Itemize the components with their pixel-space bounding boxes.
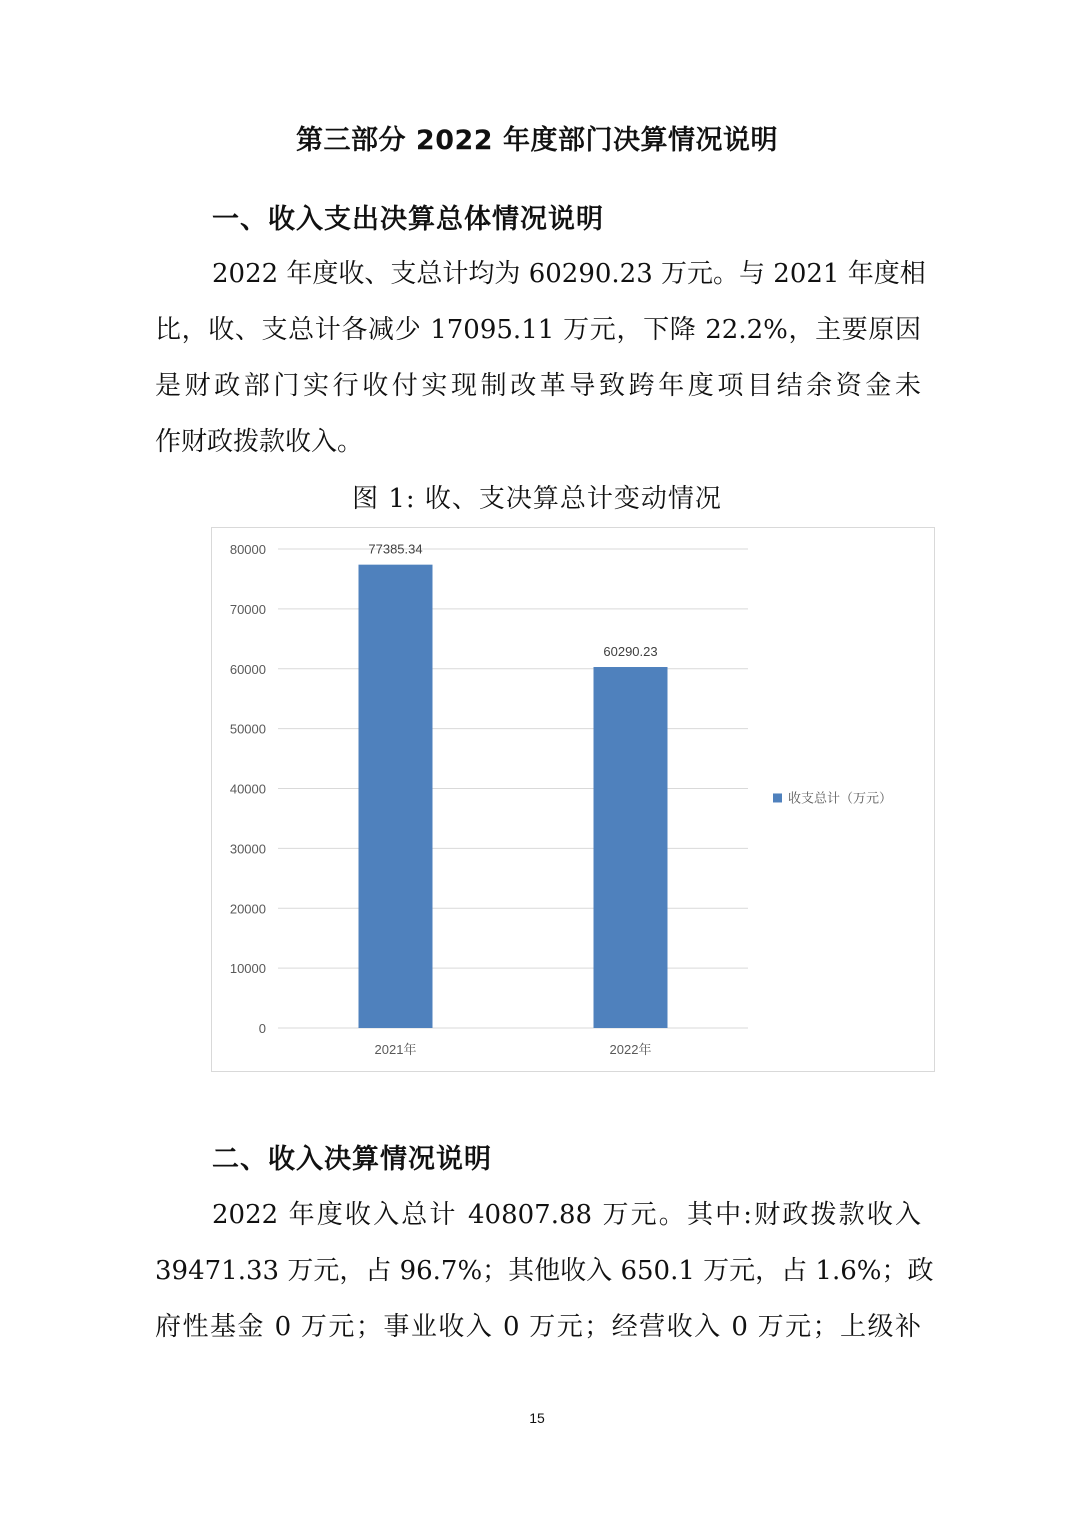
section1-heading: 一、收入支出决算总体情况说明 [212,204,604,235]
bar-chart-svg [212,528,934,1071]
y-tick-label: 0 [258,1021,266,1036]
paragraph-line: 2022 年度收入总计 40807.88 万元。其中:财政拨款收入 [212,1200,921,1230]
page-title: 第三部分 2022 年度部门决算情况说明 [296,125,778,156]
paragraph-line: 是财政部门实行收付实现制改革导致跨年度项目结余资金未 [155,371,921,401]
y-tick-label: 10000 [229,961,266,977]
paragraph-line: 39471.33 万元，占 96.7%；其他收入 650.1 万元，占 1.6%；政 [155,1256,934,1286]
y-tick-label: 40000 [229,781,266,797]
paragraph-line: 2022 年度收、支总计均为 60290.23 万元。与 2021 年度相 [212,259,926,289]
figure-caption: 图 1: 收、支决算总计变动情况 [352,484,722,514]
bar [359,565,433,1028]
paragraph-line: 府性基金 0 万元；事业收入 0 万元；经营收入 0 万元；上级补 [155,1312,921,1342]
x-tick-label: 2022年 [609,1042,652,1057]
section2-heading: 二、收入决算情况说明 [212,1144,492,1175]
paragraph-line: 比，收、支总计各减少 17095.11 万元，下降 22.2%，主要原因 [155,315,921,345]
x-tick-label: 2021年 [374,1042,417,1057]
section2-paragraph [155,1187,934,1355]
page-number: 15 [529,1410,545,1426]
data-label: 60290.23 [603,644,658,660]
data-label: 77385.34 [368,541,423,557]
y-tick-label: 60000 [229,661,266,677]
y-tick-label: 20000 [229,901,266,917]
bar [594,667,668,1028]
y-tick-label: 80000 [229,542,266,557]
y-tick-label: 30000 [229,841,266,857]
legend-swatch [773,793,782,802]
section1-paragraph [155,246,926,470]
bar-chart [211,527,935,1072]
paragraph-line: 作财政拨款收入。 [155,427,364,457]
y-tick-label: 50000 [229,721,266,737]
legend-label: 收支总计（万元） [788,791,893,807]
y-tick-label: 70000 [229,601,266,617]
